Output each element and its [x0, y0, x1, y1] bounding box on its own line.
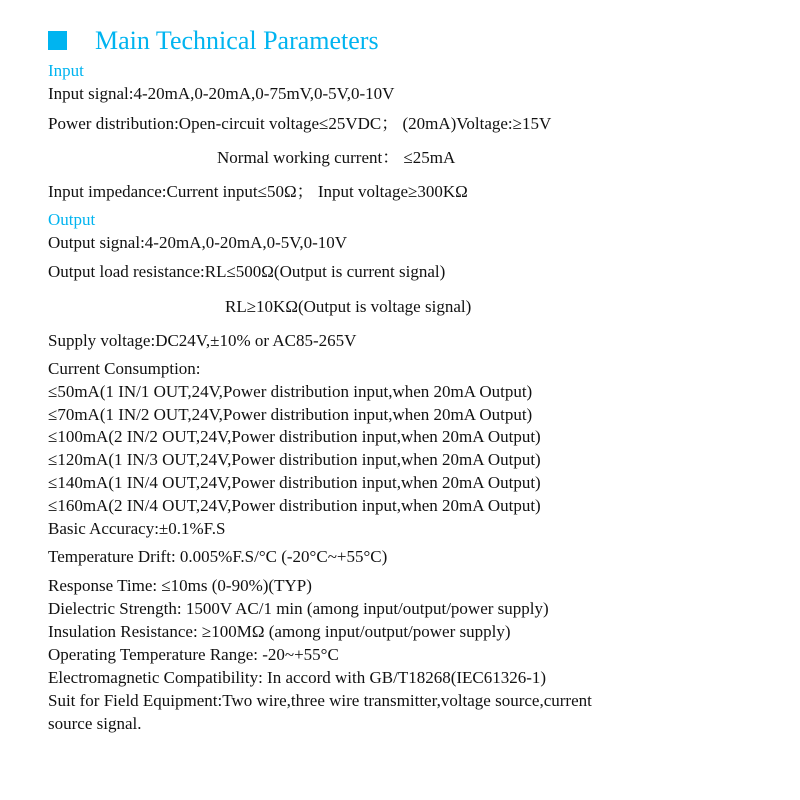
current-consumption-item: ≤70mA(1 IN/2 OUT,24V,Power distribution input,when 20mA Output) — [48, 405, 533, 424]
current-consumption-item: ≤100mA(2 IN/2 OUT,24V,Power distribution input,when 20mA Output) — [48, 427, 541, 446]
supply-voltage: Supply voltage:DC24V,±10% or AC85-265V — [48, 331, 357, 350]
temperature-drift: Temperature Drift: 0.005%F.S/°C (-20°C~+55°C) — [48, 547, 388, 566]
square-bullet-icon — [48, 31, 67, 50]
current-consumption-item: ≤140mA(1 IN/4 OUT,24V,Power distribution input,when 20mA Output) — [48, 473, 541, 492]
operating-temperature: Operating Temperature Range: -20~+55°C — [48, 645, 339, 664]
current-consumption-item: ≤120mA(1 IN/3 OUT,24V,Power distribution input,when 20mA Output) — [48, 450, 541, 469]
suit-field-equipment-cont: source signal. — [48, 714, 142, 733]
output-signal: Output signal:4-20mA,0-20mA,0-5V,0-10V — [48, 233, 348, 252]
insulation-resistance: Insulation Resistance: ≥100MΩ (among input/output/power supply) — [48, 622, 511, 641]
output-heading: Output — [48, 210, 96, 229]
input-heading: Input — [48, 61, 84, 80]
input-impedance: Input impedance:Current input≤50Ω； Input voltage≥300KΩ — [48, 182, 468, 201]
normal-working-current: Normal working current： ≤25mA — [217, 148, 456, 167]
page-title-text: Main Technical Parameters — [95, 26, 379, 55]
suit-field-equipment: Suit for Field Equipment:Two wire,three wire transmitter,voltage source,current — [48, 691, 592, 710]
page-title — [48, 26, 379, 56]
current-consumption-item: ≤50mA(1 IN/1 OUT,24V,Power distribution input,when 20mA Output) — [48, 382, 533, 401]
output-load-current: Output load resistance:RL≤500Ω(Output is current signal) — [48, 262, 446, 281]
power-distribution: Power distribution:Open-circuit voltage≤25VDC； (20mA)Voltage:≥15V — [48, 114, 552, 133]
current-consumption-item: ≤160mA(2 IN/4 OUT,24V,Power distribution input,when 20mA Output) — [48, 496, 541, 515]
current-consumption-heading: Current Consumption: — [48, 359, 201, 378]
response-time: Response Time: ≤10ms (0-90%)(TYP) — [48, 576, 312, 595]
input-signal: Input signal:4-20mA,0-20mA,0-75mV,0-5V,0-10V — [48, 84, 395, 103]
emc: Electromagnetic Compatibility: In accord with GB/T18268(IEC61326-1) — [48, 668, 547, 687]
output-load-voltage: RL≥10KΩ(Output is voltage signal) — [225, 297, 472, 316]
basic-accuracy: Basic Accuracy:±0.1%F.S — [48, 519, 226, 538]
dielectric-strength: Dielectric Strength: 1500V AC/1 min (among input/output/power supply) — [48, 599, 549, 618]
